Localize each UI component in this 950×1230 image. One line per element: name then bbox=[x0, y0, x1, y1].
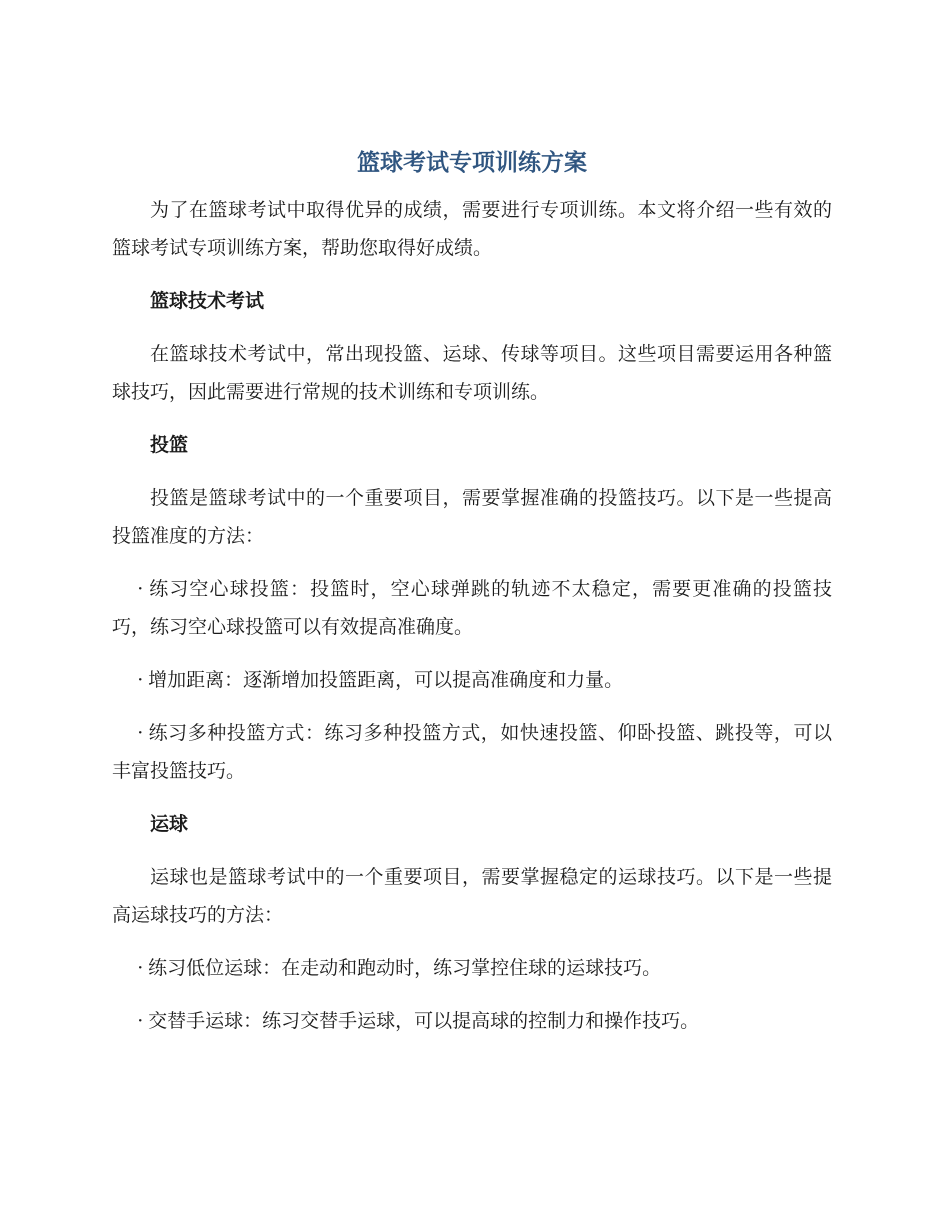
shooting-bullet-1 bbox=[112, 570, 832, 646]
bullet-text: 交替手运球：练习交替手运球，可以提高球的控制力和操作技巧。 bbox=[148, 1010, 700, 1032]
document-content bbox=[112, 145, 832, 1055]
bullet-dot: · bbox=[137, 669, 144, 691]
heading-technique: 篮球技术考试 bbox=[150, 290, 265, 312]
intro-paragraph: 为了在篮球考试中取得优异的成绩，需要进行专项训练。本文将介绍一些有效的篮球考试专项训练方案，帮助您取得好成绩。 bbox=[112, 199, 832, 259]
heading-shooting: 投篮 bbox=[150, 434, 189, 456]
bullet-dot: · bbox=[137, 578, 144, 600]
bullet-text: 增加距离：逐渐增加投篮距离，可以提高准确度和力量。 bbox=[148, 669, 624, 691]
technique-paragraph: 在篮球技术考试中，常出现投篮、运球、传球等项目。这些项目需要运用各种篮球技巧，因此需要进行常规的技术训练和专项训练。 bbox=[112, 343, 832, 403]
bullet-text: 练习低位运球：在走动和跑动时，练习掌控住球的运球技巧。 bbox=[148, 957, 662, 979]
bullet-dot: · bbox=[137, 957, 144, 979]
shooting-bullet-3 bbox=[112, 714, 832, 790]
document-title: 篮球考试专项训练方案 bbox=[357, 150, 587, 176]
bullet-dot: · bbox=[137, 1010, 144, 1032]
dribbling-paragraph: 运球也是篮球考试中的一个重要项目，需要掌握稳定的运球技巧。以下是一些提高运球技巧的方法： bbox=[112, 866, 832, 926]
shooting-bullet-2 bbox=[112, 661, 832, 699]
bullet-text: 练习空心球投篮：投篮时，空心球弹跳的轨迹不太稳定，需要更准确的投篮技巧，练习空心球投篮可以有效提高准确度。 bbox=[112, 578, 832, 638]
bullet-text: 练习多种投篮方式：练习多种投篮方式，如快速投篮、仰卧投篮、跳投等，可以丰富投篮技巧。 bbox=[112, 722, 832, 782]
shooting-paragraph: 投篮是篮球考试中的一个重要项目，需要掌握准确的投篮技巧。以下是一些提高投篮准度的方法： bbox=[112, 487, 832, 547]
dribbling-bullet-1 bbox=[112, 949, 832, 987]
bullet-dot: · bbox=[137, 722, 144, 744]
heading-dribbling: 运球 bbox=[150, 813, 189, 835]
dribbling-bullet-2 bbox=[112, 1002, 832, 1040]
